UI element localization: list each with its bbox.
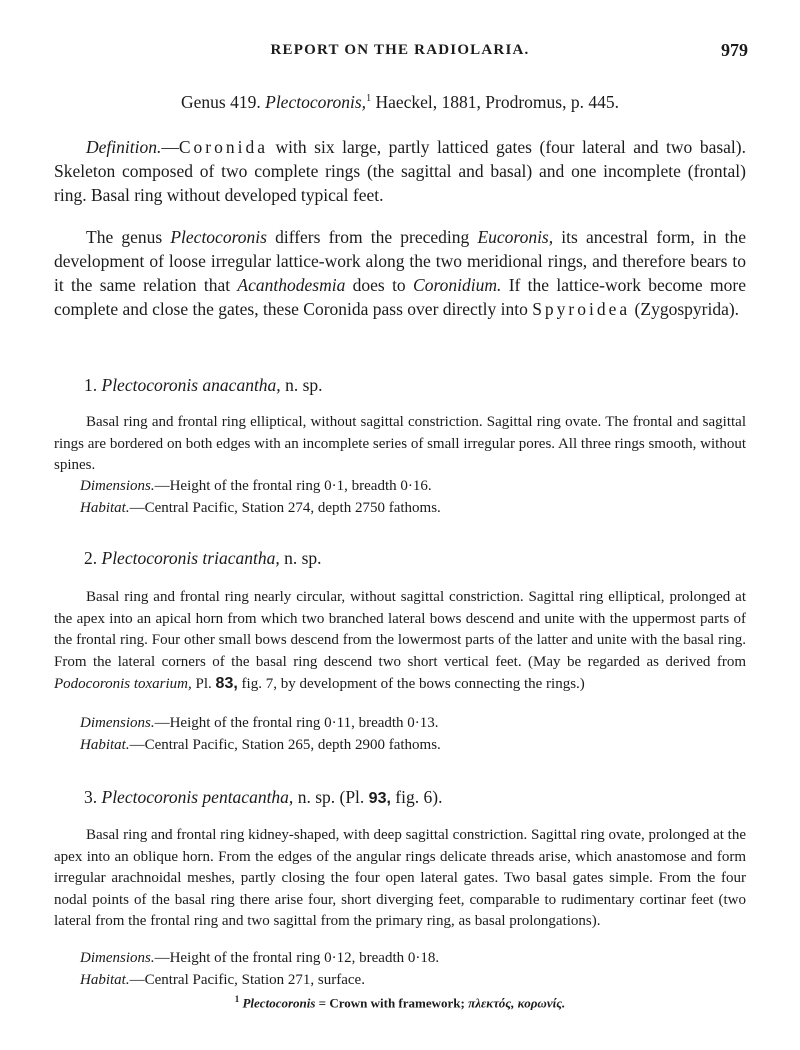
footnote-greek: πλεκτός, κορωνίς. <box>468 995 566 1011</box>
page-number: 979 <box>721 40 748 60</box>
dimensions-text: —Height of the frontal ring 0·12, breadth 0·18. <box>154 950 440 966</box>
species-name: Plectocoronis anacantha, <box>101 375 281 395</box>
species-heading <box>84 375 323 396</box>
dimensions-label: Dimensions. <box>80 715 155 731</box>
species-dimensions <box>80 948 746 969</box>
plate-number: 83, <box>215 675 238 692</box>
species-dimensions <box>80 476 746 497</box>
dimensions-label: Dimensions. <box>80 478 155 494</box>
species-suffix: n. sp. <box>279 548 322 568</box>
dimensions-label: Dimensions. <box>80 950 155 966</box>
definition-dash: — <box>161 137 179 157</box>
habitat-label: Habitat. <box>80 737 130 753</box>
habitat-text: —Central Pacific, Station 271, surface. <box>129 972 365 988</box>
footnote-term: Plectocoronis <box>242 995 316 1011</box>
discussion-text: If the lattice-work become more complete and close the gates, these Coronida pass over directly into <box>54 275 746 319</box>
discussion-text: its ancestral form, in the development of loose irregular lattice-work along the two meridional rings, and therefore bears to it the same relation that <box>54 227 746 295</box>
species-heading <box>84 787 442 808</box>
description-italic: Podocoronis toxarium, <box>54 676 192 692</box>
genus-prefix: Genus 419. <box>181 92 261 112</box>
dimensions-text: —Height of the frontal ring 0·11, breadth 0·13. <box>154 715 439 731</box>
species-habitat <box>80 498 746 519</box>
species-number: 1. <box>84 375 98 395</box>
discussion-italic: Coronidium. <box>413 275 502 295</box>
habitat-text: —Central Pacific, Station 265, depth 2900 fathoms. <box>129 737 441 753</box>
species-name: Plectocoronis triacantha, <box>101 548 280 568</box>
species-description <box>54 587 746 696</box>
discussion-text: does to <box>345 275 414 295</box>
description-text: fig. 7, by development of the bows connecting the rings.) <box>237 676 585 692</box>
species-heading <box>84 548 322 569</box>
species-suffix: fig. 6). <box>390 787 443 807</box>
species-habitat <box>80 970 746 991</box>
plate-number: 93, <box>368 790 391 807</box>
footnote-mark: 1 <box>234 994 240 1004</box>
species-number: 3. <box>84 787 98 807</box>
species-description: Basal ring and frontal ring kidney-shaped, with deep sagittal constriction. Sagittal ring ovate, prolonged at the apex into an oblique horn. From the edges of the angular rings delicate threads arise, which anastomose and form irregular arachnoidal meshes, partly closing the four open lateral gates. Two basal gates simple. From the four nodal points of the basal ring there arise four, short diverging feet, comparable to rudimentary cortinar feet (two lateral from the frontal ring and two sagittal from the primary ring, as basal prolongations). <box>54 827 746 929</box>
species-description: Basal ring and frontal ring elliptical, without sagittal constriction. Sagittal ring ovate. The frontal and sagittal rings are bordered on both edges with an incomplete series of small irregular pores. All three rings smooth, without spines. <box>54 414 746 473</box>
species-suffix: n. sp. <box>280 375 323 395</box>
discussion-text: (Zygospyrida). <box>630 299 740 319</box>
discussion-paragraph <box>54 225 746 321</box>
habitat-label: Habitat. <box>80 972 130 988</box>
species-number: 2. <box>84 548 98 568</box>
genus-authority: Haeckel, 1881, Prodromus, p. 445. <box>371 92 619 112</box>
species-name: Plectocoronis pentacantha, <box>101 787 294 807</box>
footnote <box>0 994 800 1011</box>
habitat-label: Habitat. <box>80 500 130 516</box>
species-dimensions <box>80 713 746 734</box>
genus-name: Plectocoronis, <box>265 92 367 112</box>
definition-text: with six large, partly latticed gates (four lateral and two basal). Skeleton composed of two complete rings (the sagittal and basal) and one incomplete (frontal) ring. Basal ring without developed typical feet. <box>54 137 746 205</box>
discussion-text: The genus <box>86 227 171 247</box>
dimensions-text: —Height of the frontal ring 0·1, breadth 0·16. <box>154 478 432 494</box>
species-habitat <box>80 735 746 756</box>
definition-spaced-word: Coronida <box>178 137 268 157</box>
footnote-reference: 1 <box>366 93 372 105</box>
footnote-text: = Crown with framework; <box>315 995 469 1011</box>
discussion-italic: Plectocoronis <box>170 227 267 247</box>
running-title: REPORT ON THE RADIOLARIA. <box>270 42 530 58</box>
discussion-italic: Eucoronis, <box>477 227 554 247</box>
discussion-italic: Acanthodesmia <box>237 275 346 295</box>
definition-paragraph <box>54 135 746 207</box>
habitat-text: —Central Pacific, Station 274, depth 2750 fathoms. <box>129 500 441 516</box>
definition-label: Definition. <box>86 137 162 157</box>
running-header <box>0 40 800 66</box>
discussion-text: differs from the preceding <box>266 227 478 247</box>
discussion-spaced-word: Spyroidea <box>532 299 631 319</box>
description-text: Basal ring and frontal ring nearly circular, without sagittal constriction. Sagittal ring elliptical, prolonged at the apex into an apical horn from which two branched lateral bows descend and unite with the uppermost parts of the frontal ring. Four other small bows descend from the lowermost parts of the latter and unite with the basal ring. From the lateral corners of the basal ring descend two short vertical feet. (May be regarded as derived from <box>54 589 746 670</box>
species-suffix: n. sp. (Pl. <box>293 787 369 807</box>
genus-heading <box>0 92 800 113</box>
description-text: Pl. <box>191 676 216 692</box>
